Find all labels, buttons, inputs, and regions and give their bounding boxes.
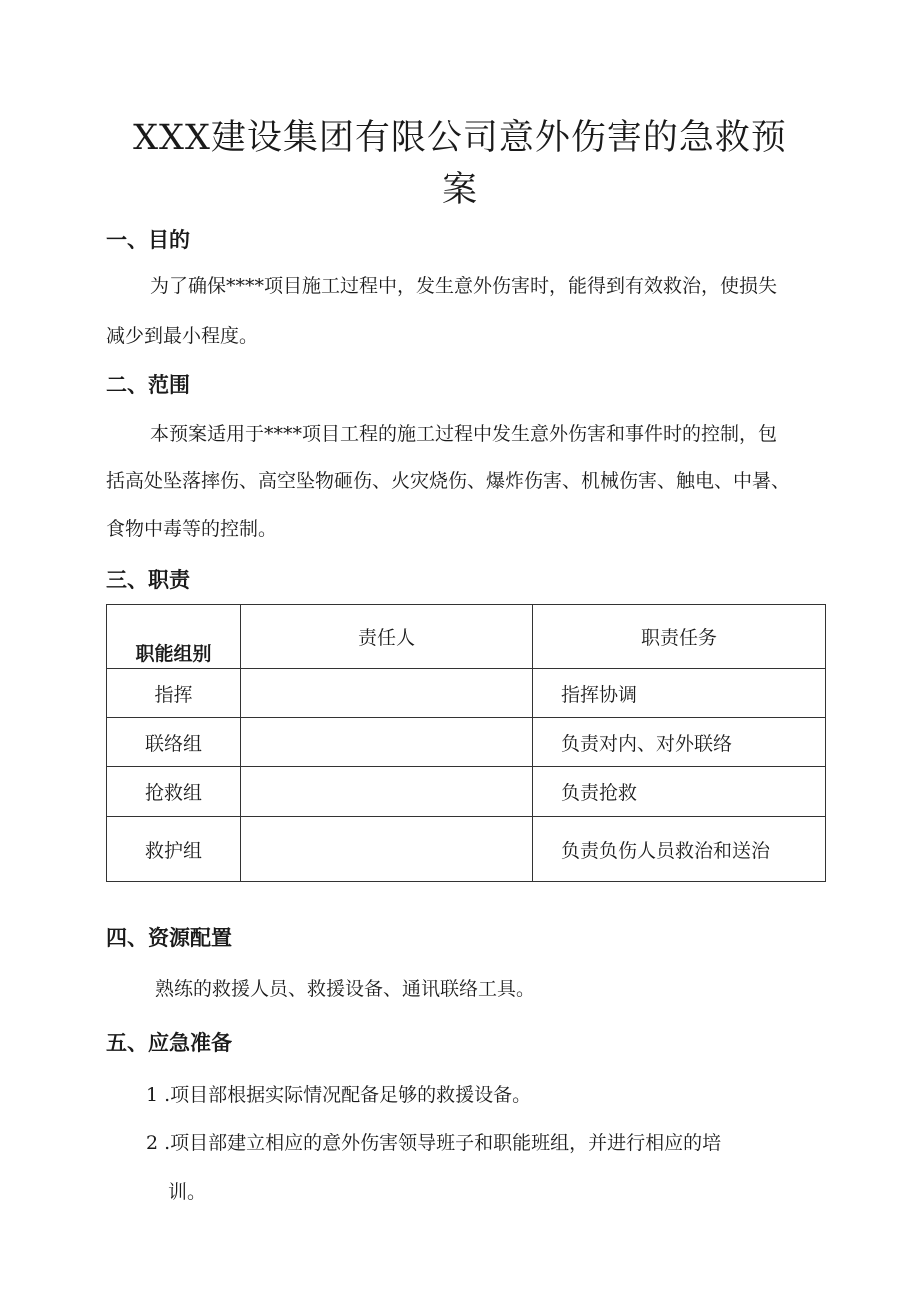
prep-item-2 xyxy=(146,1129,721,1157)
resources-line-1: 熟练的救援人员、救援设备、通讯联络工具。 xyxy=(155,978,536,1000)
cell-task: 负责负伤人员救治和送治 xyxy=(533,817,826,882)
section-heading-resources: 四、资源配置 xyxy=(106,926,232,950)
scope-line-1: 本预案适用于****项目工程的施工过程中发生意外伤害和事件时的控制，包 xyxy=(150,423,778,445)
cell-person xyxy=(241,767,533,817)
cell-group: 救护组 xyxy=(107,817,241,882)
header-person: 责任人 xyxy=(241,605,533,669)
cell-person xyxy=(241,817,533,882)
cell-task: 负责抢救 xyxy=(533,767,826,817)
cell-task: 负责对内、对外联络 xyxy=(533,718,826,767)
prep-item-2-continuation: 训。 xyxy=(168,1181,207,1203)
table-row xyxy=(107,817,826,882)
title-line-1: XXX建设集团有限公司意外伤害的急救预 xyxy=(133,118,787,158)
table-row xyxy=(107,669,826,718)
prep-item-1 xyxy=(146,1081,531,1109)
table-header-row xyxy=(107,605,826,669)
document-title xyxy=(100,112,820,216)
scope-line-3: 食物中毒等的控制。 xyxy=(106,518,278,540)
cell-person xyxy=(241,669,533,718)
purpose-line-1: 为了确保****项目施工过程中，发生意外伤害时，能得到有效救治，使损失 xyxy=(150,275,778,297)
section-heading-preparation: 五、应急准备 xyxy=(106,1031,232,1055)
prep-item-1-number: 1 xyxy=(146,1084,159,1106)
header-group: 职能组别 xyxy=(107,605,241,669)
prep-item-2-text: .项目部建立相应的意外伤害领导班子和职能班组，并进行相应的培 xyxy=(164,1132,722,1154)
prep-item-1-text: .项目部根据实际情况配备足够的救援设备。 xyxy=(164,1084,532,1106)
cell-task: 指挥协调 xyxy=(533,669,826,718)
cell-group: 指挥 xyxy=(107,669,241,718)
scope-line-2: 括高处坠落摔伤、高空坠物砸伤、火灾烧伤、爆炸伤害、机械伤害、触电、中暑、 xyxy=(106,470,791,492)
cell-person xyxy=(241,718,533,767)
section-heading-scope: 二、范围 xyxy=(106,373,190,397)
section-heading-purpose: 一、目的 xyxy=(106,228,190,252)
cell-group: 联络组 xyxy=(107,718,241,767)
purpose-line-2: 减少到最小程度。 xyxy=(106,325,259,347)
cell-group: 抢救组 xyxy=(107,767,241,817)
header-task: 职责任务 xyxy=(533,605,826,669)
table-row xyxy=(107,718,826,767)
section-heading-duties: 三、职责 xyxy=(106,568,190,592)
prep-item-2-number: 2 xyxy=(146,1132,159,1154)
table-row xyxy=(107,767,826,817)
duties-table xyxy=(106,604,826,882)
title-line-2: 案 xyxy=(441,170,478,210)
